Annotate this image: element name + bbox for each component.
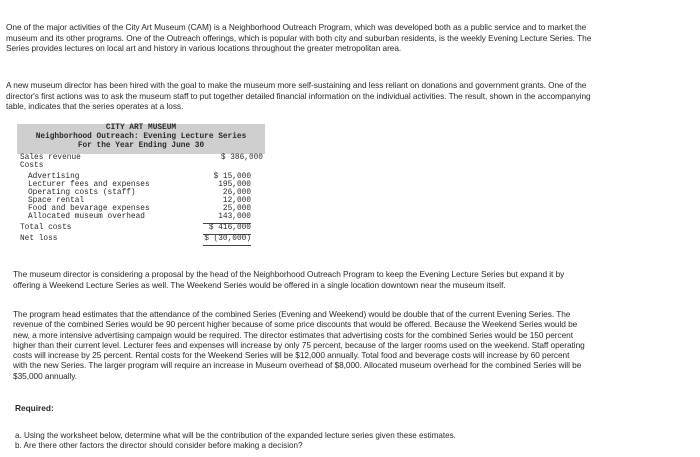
- cost-row-label: Lecturer fees and expenses: [28, 181, 150, 189]
- proposal-paragraph: The museum director is considering a proposal by the head of the Neighborhood Outreach Program to keep the Evening Lecture Series but expand it by offering a Weekend Lecture Series as well. The Weekend Series would be offered in a single location downtown near the museum itself.: [13, 269, 565, 290]
- sales-value: $ 386,000: [220, 154, 263, 162]
- required-heading: Required:: [15, 403, 54, 413]
- cost-row-label: Operating costs (staff): [28, 189, 136, 197]
- cost-row-value: 26,000: [222, 189, 251, 197]
- cost-row-label: Food and bevarage expenses: [28, 205, 150, 213]
- net-double-underline: [203, 245, 251, 246]
- cost-row-value: 12,000: [222, 197, 251, 205]
- estimates-paragraph: The program head estimates that the attendance of the combined Series (Evening and Weekend) would be double that of the current Evening Series. The revenue of the combined Series would be 90 percent higher because of some price discounts that would be offered. Because the Weekend Series would be new, a more intensive advertising campaign would be required. The director estimates that advertising costs for the combined Series would be 150 percent higher than their current level. Lecturer fees and expenses will increase by only 75 percent, because of the larger rooms used on the weekend. Staff operating costs will increase by 25 percent. Rental costs for the Weekend Series will be $12,000 annually. Total food and beverage costs will increase by 60 percent with the new Series. The larger program will require an increase in Museum overhead of $8,000. Allocated museum overhead for the combined Series will be $35,000 annually.: [13, 309, 585, 381]
- question-b: b. Are there other factors the director should consider before making a decision?: [15, 441, 303, 450]
- table-title: CITY ART MUSEUM: [105, 124, 177, 132]
- financial-table: [17, 124, 265, 254]
- net-loss-label: Net loss: [20, 235, 58, 243]
- question-list: [15, 431, 456, 451]
- table-subtitle: Neighborhood Outreach: Evening Lecture Series: [35, 133, 247, 141]
- total-costs-label: Total costs: [20, 224, 72, 232]
- total-costs-value: $ 416,000: [208, 224, 251, 232]
- cost-row-label: Space rental: [28, 197, 85, 205]
- table-period: For the Year Ending June 30: [77, 142, 205, 150]
- question-a: a. Using the worksheet below, determine what will be the contribution of the expanded lecture series given these estimates.: [15, 431, 456, 440]
- cost-row-value: $ 15,000: [213, 173, 251, 181]
- director-paragraph: A new museum director has been hired with the goal to make the museum more self-sustaining and less reliant on donations and government grants. One of the director's first actions was to ask the museum staff to put together detailed financial information on the individual activities. The result, shown in the accompanying table, indicates that the series operates at a loss.: [6, 80, 591, 112]
- net-loss-value: $ (30,000): [204, 235, 251, 243]
- costs-label: Costs: [20, 162, 44, 170]
- cost-row-value: 195,000: [218, 181, 251, 189]
- cost-row-label: Allocated museum overhead: [28, 213, 145, 221]
- intro-paragraph: One of the major activities of the City Art Museum (CAM) is a Neighborhood Outreach Program, which was developed both as a public service and to market the museum and its other programs. One of the Outreach offerings, which is popular with both city and suburban residents, is the weekly Evening Lecture Series. The Series provides lectures on local art and history in various locations throughout the greater metropolitan area.: [6, 22, 592, 54]
- cost-row-value: 25,000: [222, 205, 251, 213]
- cost-row-label: Advertising: [28, 173, 80, 181]
- cost-row-value: 143,000: [218, 213, 251, 221]
- sales-label: Sales revenue: [20, 154, 81, 162]
